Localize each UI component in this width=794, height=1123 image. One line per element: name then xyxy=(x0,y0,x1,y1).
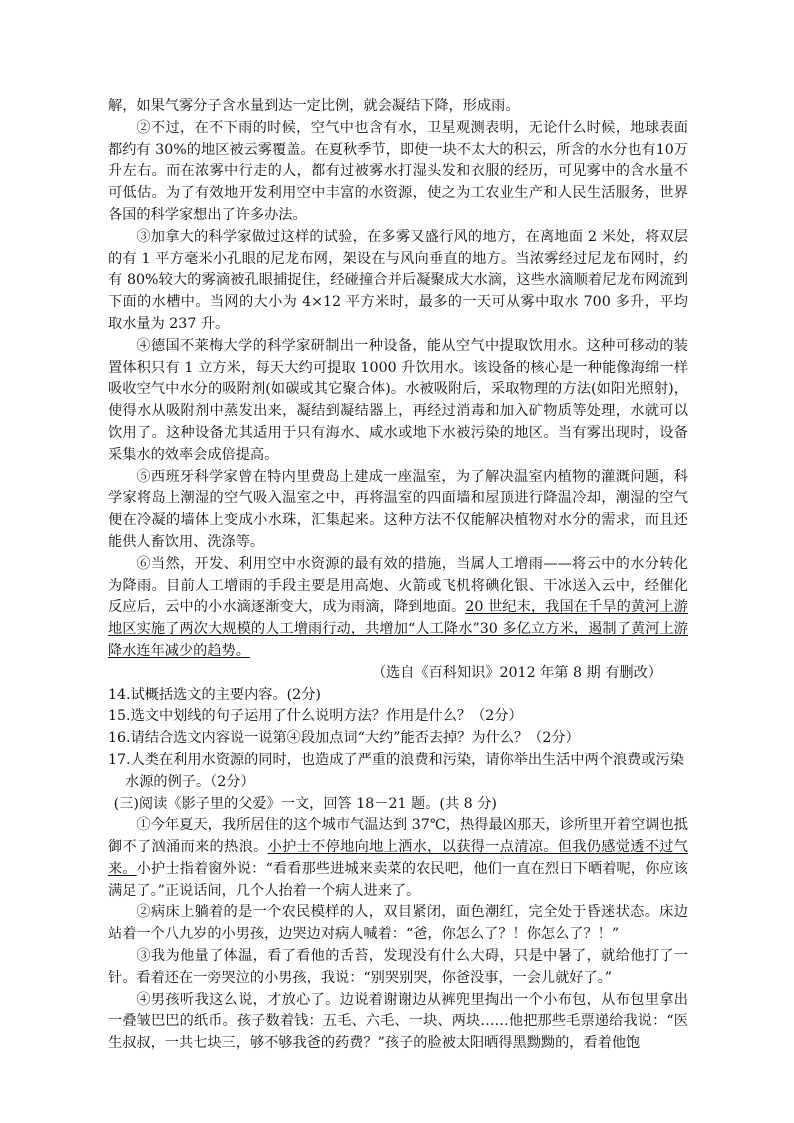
story-paragraph-1-text-a: ①今年夏天，我所居住的这个城市气温达到 37℃，热得最凶那天，诊所里开着空调也抵御不了汹涌而来的热浪。 xyxy=(108,817,688,856)
story-underlined-sentence: 小护士不停地向地上洒水，以获得一点清凉。但我仍感觉透不过气来。 xyxy=(108,839,688,877)
paragraph-2: ②不过，在不下雨的时候，空气中也含有水，卫星观测表明，无论什么时候，地球表面都约有 30%的地区被云雾覆盖。在夏秋季节，即使一块不太大的积云，所含的水分也有10万升左右。而在浓雾中行走的人，都有过被雾水打湿头发和衣服的经历，可见雾中的含水量不可低估。为了有效地开发利用空中丰富的水资源，使之为工农业生产和人民生活服务，世界各国的科学家想出了许多办法。 xyxy=(108,119,688,223)
paragraph-4: ④德国不莱梅大学的科学家研制出一种设备，能从空气中提取饮用水。这种可移动的装置体积只有 1 立方米，每天大约可提取 1000 升饮用水。该设备的核心是一种能像海绵一样吸收空气中水分的吸附剂(如碳或其它聚合体)。水被吸附后，采取物理的方法(如阳光照射)，使得水从吸附剂中蒸发出来，凝结到凝结器上，再经过消毒和加入矿物质等处理，水就可以饮用了。这种设备尤其适用于只有海水、咸水或地下水被污染的地区。当有雾出现时，设备采集水的效率会成倍提高。 xyxy=(108,337,688,463)
question-14: 14.试概括选文的主要内容。(2分) xyxy=(108,686,321,703)
paragraph-3: ③加拿大的科学家做过这样的试验，在多雾又盛行风的地方，在离地面 2 米处，将双层的有 1 平方毫米小孔眼的尼龙布网，架设在与风向垂直的地方。当浓雾经过尼龙布网时，约有 80%较大的雾滴被孔眼捕捉住，经碰撞合并后凝聚成大水滴，这些水滴顺着尼龙布网流到下面的水槽中。当网的大小为 4×12 平方米时，最多的一天可从雾中取水 700 多升，平均取水量为 237 升。 xyxy=(108,228,688,332)
section-3-heading: (三)阅读《影子里的父爱》一文，回答 18－21 题。(共 8 分) xyxy=(113,795,497,812)
question-17: 17.人类在利用水资源的同时，也造成了严重的浪费和污染，请你举出生活中两个浪费或污染水源的例子。（2分） xyxy=(108,751,684,790)
paragraph-continuation: 解，如果气雾分子含水量到达一定比例，就会凝结下降，形成雨。 xyxy=(108,98,520,114)
story-paragraph-3: ③我为他量了体温，看了看他的舌苔，发现没有什么大碍，只是中暑了，就给他打了一针。看着还在一旁哭泣的小男孩，我说：“别哭别哭，你爸没事，一会儿就好了。” xyxy=(108,948,688,986)
paragraph-5: ⑤西班牙科学家曾在特内里费岛上建成一座温室，为了解决温室内植物的灌溉问题，科学家将岛上潮湿的空气吸入温室之中，再将温室的四面墙和屋顶进行降温冷却，潮湿的空气便在冷凝的墙体上变成小水珠，汇集起来。这种方法不仅能解决植物对水分的需求，而且还能供人畜饮用、洗涤等。 xyxy=(108,468,688,550)
question-16: 16.请结合选文内容说一说第④段加点词“大约”能否去掉？为什么？（2分） xyxy=(108,730,580,747)
underlined-sentence: 20 世纪末，我国在千旱的黄河上游地区实施了两次大规模的人工增雨行动，共增加“人工降水”30 多亿立方米，遏制了黄河上游降水连年减少的趋势。 xyxy=(108,599,688,659)
story-paragraph-1 xyxy=(108,815,688,902)
source-citation: （选自《百科知识》2012 年第 8 期 有删改） xyxy=(371,664,662,681)
paragraph-6-text: ⑥当然，开发、利用空中水资源的最有效的措施，当属人工增雨——将云中的水分转化为降雨。目前人工增雨的手段主要是用高炮、火箭或飞机将碘化银、干冰送入云中，经催化反应后，云中的小水滴逐渐变大，成为雨滴，降到地面。 xyxy=(108,555,688,616)
question-15: 15.选文中划线的句子运用了什么说明方法？作用是什么？（2分） xyxy=(108,708,523,725)
story-paragraph-4: ④男孩听我这么说，才放心了。边说着谢谢边从裤兜里掏出一个小布包，从布包里拿出一叠皱巴巴的纸币。孩子数着钱：五毛、六毛、一块、两块……他把那些毛票递给我说：“医生叔叔，一共七块三，够不够我爸的药费？”孩子的脸被太阳晒得黑黝黝的，看着他饱 xyxy=(108,991,688,1052)
story-paragraph-1-text-b: 小护士指着窗外说：“看看那些进城来卖菜的农民吧，他们一直在烈日下晒着呢，你应该满足了。”正说话间，几个人抬着一个病人进来了。 xyxy=(108,860,688,899)
story-paragraph-2: ②病床上躺着的是一个农民模样的人，双目紧闭，面色潮红，完全处于昏迷状态。床边站着一个八九岁的小男孩，边哭边对病人喊着：“爸，你怎么了？！你怎么了？！” xyxy=(108,904,688,943)
document-page xyxy=(108,96,688,1055)
paragraph-6 xyxy=(108,554,688,663)
